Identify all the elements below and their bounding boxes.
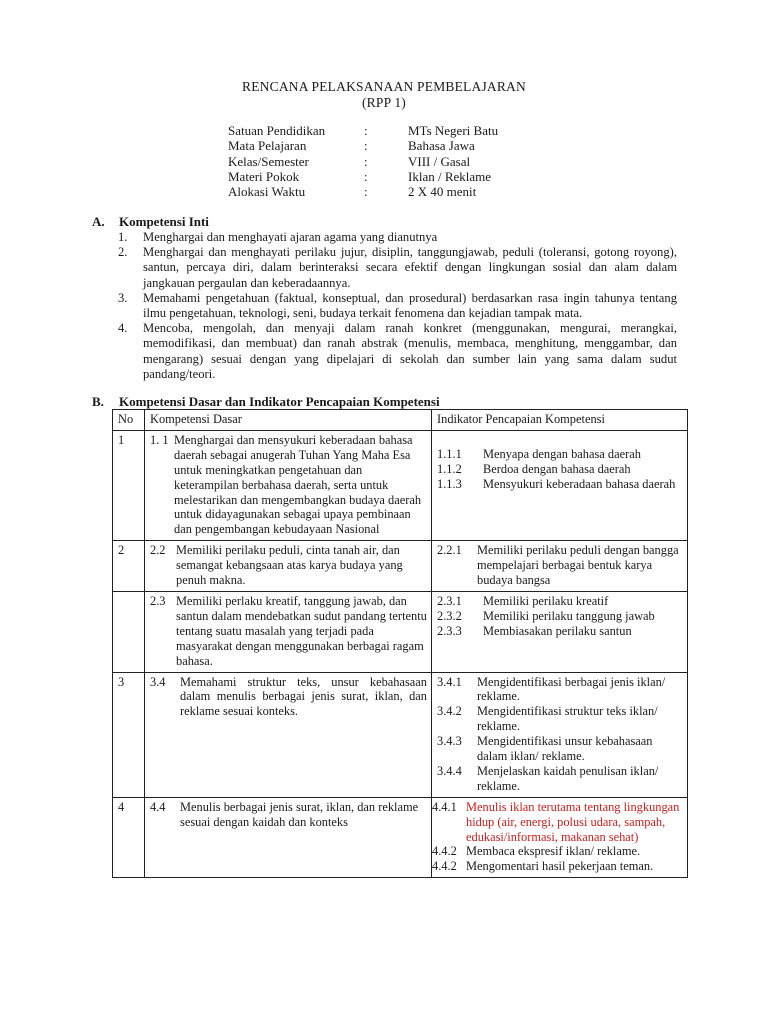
list-text: Mencoba, mengolah, dan menyaji dalam ranah konkret (menggunakan, mengurai, merangkai, memodifikasi, dan membuat) dan ranah abstrak (menulis, membaca, menghitung, menggambar, dan mengarang) sesuai dengan yang dipelajari di sekolah dan sumber lain yang sama dalam sudut pandang/teori. (143, 321, 677, 381)
list-number: 1. (118, 230, 128, 244)
indicator-text: Mengidentifikasi berbagai jenis iklan/ reklame. (477, 674, 666, 704)
section-b-heading (92, 394, 440, 410)
indicator-text: Berdoa dengan bahasa daerah (483, 461, 631, 476)
list-number: 4. (118, 321, 128, 336)
header-indikator: Indikator Pencapaian Kompetensi (432, 410, 688, 431)
indicator-item (437, 594, 683, 609)
list-number: 2. (118, 245, 128, 260)
indicator-item (437, 764, 683, 794)
indicator-text: Mensyukuri keberadaan bahasa daerah (483, 476, 676, 491)
indicator-number: 3.4.3 (437, 734, 462, 749)
table-row (113, 591, 688, 672)
kd-number: 2.3 (150, 593, 166, 608)
indicator-item (437, 624, 683, 639)
indicator-text: Memiliki perilaku peduli dengan bangga mempelajari berbagai bentuk karya budaya bangsa (477, 543, 679, 588)
indicator-item (437, 734, 683, 764)
list-text: Menghargai dan menghayati ajaran agama yang dianutnya (143, 230, 438, 244)
info-separator: : (364, 138, 368, 154)
table-row (113, 797, 688, 878)
indicator-number: 1.1.3 (437, 476, 462, 491)
info-value: 2 X 40 menit (408, 184, 477, 200)
indicator-number: 4.4.2 (432, 844, 457, 859)
info-value: MTs Negeri Batu (408, 123, 499, 138)
kd-cell (145, 541, 432, 592)
indicator-item (437, 477, 683, 492)
indicator-number: 2.3.3 (437, 623, 462, 638)
table-header-row (113, 410, 688, 431)
header-no: No (113, 410, 145, 431)
indicator-text: Menjelaskan kaidah penulisan iklan/ reklame. (477, 763, 659, 793)
indicator-text: Membiasakan perilaku santun (483, 623, 632, 638)
info-row (228, 184, 498, 199)
kd-number: 2.2 (150, 543, 166, 558)
section-a-heading (92, 214, 209, 230)
list-item (118, 245, 677, 291)
indicator-item (437, 704, 683, 734)
indicator-text: Mengidentifikasi unsur kebahasaan dalam iklan/ reklame. (477, 734, 653, 764)
indicator-item (432, 800, 683, 845)
indicator-text: Menyapa dengan bahasa daerah (483, 446, 641, 461)
row-no: 4 (113, 797, 145, 878)
info-label: Satuan Pendidikan (228, 123, 326, 138)
indicator-number: 2.3.2 (437, 608, 462, 623)
kd-number: 3.4 (150, 674, 166, 689)
section-letter: B. (92, 394, 104, 409)
indicator-cell (432, 591, 688, 672)
info-label: Mata Pelajaran (228, 138, 307, 154)
indicator-number: 3.4.1 (437, 674, 462, 689)
document-title: RENCANA PELAKSANAAN PEMBELAJARAN (242, 79, 526, 94)
indicator-text: Mengidentifikasi struktur teks iklan/ reklame. (477, 704, 658, 734)
indicator-number: 3.4.2 (437, 704, 462, 719)
row-no: 1 (113, 430, 145, 540)
row-no (113, 591, 145, 672)
list-item (118, 321, 677, 382)
header-kd: Kompetensi Dasar (145, 410, 432, 431)
info-separator: : (364, 153, 368, 169)
list-item (118, 230, 677, 245)
table-row (113, 672, 688, 797)
indicator-number: 4.4.2 (432, 859, 457, 874)
kd-text: Memiliki perlaku kreatif, tanggung jawab, dan santun dalam mendebatkan sudut pandang tertentu tentang suatu masalah yang terjadi pada masyarakat dengan menggunakan berbagai ragam bahasa. (176, 593, 427, 668)
document-subtitle: (RPP 1) (361, 95, 407, 110)
indicator-cell (432, 541, 688, 592)
row-no: 2 (113, 541, 145, 592)
list-item (118, 291, 677, 321)
indicator-number: 2.2.1 (437, 543, 462, 558)
indicator-number: 3.4.4 (437, 763, 462, 778)
kd-cell (145, 672, 432, 797)
indicator-number: 1.1.1 (437, 446, 462, 461)
indicator-cell (432, 430, 688, 540)
info-label: Alokasi Waktu (228, 184, 306, 200)
info-separator: : (364, 184, 368, 200)
info-label: Materi Pokok (228, 168, 300, 184)
info-row (228, 123, 498, 138)
indicator-item (437, 447, 683, 462)
indicator-item (437, 462, 683, 477)
info-block (228, 123, 498, 199)
info-separator: : (364, 168, 368, 184)
section-letter: A. (92, 214, 105, 229)
kd-text: Memahami struktur teks, unsur kebahasaan dalam menulis berbagai jenis surat, iklan, dan reklame sesuai konteks. (180, 674, 427, 719)
indicator-item (437, 609, 683, 624)
kd-text: Menghargai dan mensyukuri keberadaan bahasa daerah sebagai anugerah Tuhan Yang Maha Esa untuk meningkatkan pengetahuan dan keterampilan berbahasa daerah, serta untuk melestarikan dan mengembangkan budaya daerah untuk didayagunakan sebagai upaya pembinaan dan pengembangan kebudayaan Nasional (174, 432, 422, 537)
info-row (228, 138, 498, 153)
kompetensi-inti-list (118, 230, 677, 382)
kd-text: Memiliki perilaku peduli, cinta tanah air, dan semangat kebangsaan atas karya budaya yang penuh makna. (176, 543, 403, 588)
kd-text: Menulis berbagai jenis surat, iklan, dan reklame sesuai dengan kaidah dan konteks (180, 799, 419, 829)
indicator-item (437, 543, 683, 588)
table-row (113, 541, 688, 592)
indicator-item (432, 859, 683, 874)
section-title: Kompetensi Inti (119, 214, 209, 229)
indicator-text: Memiliki perilaku tanggung jawab (483, 608, 655, 623)
list-text: Memahami pengetahuan (faktual, konseptual, dan prosedural) berdasarkan rasa ingin tahunya tentang ilmu pengetahuan, teknologi, seni, budaya terkait fenomena dan kejadian tampak mata. (143, 290, 677, 321)
indicator-cell (432, 797, 688, 878)
list-number: 3. (118, 290, 128, 305)
indicator-text: Membaca ekspresif iklan/ reklame. (466, 844, 641, 859)
info-value: Bahasa Jawa (408, 138, 475, 154)
competency-table (112, 409, 688, 878)
row-no: 3 (113, 672, 145, 797)
list-text: Menghargai dan menghayati perilaku jujur, disiplin, tanggungjawab, peduli (toleransi, gotong royong), santun, percaya diri, dalam berinteraksi secara efektif dengan lingkungan sosial dan alam dalam jangkauan pergaulan dan keberadaannya. (143, 245, 677, 290)
indicator-number: 2.3.1 (437, 593, 462, 608)
kd-number: 4.4 (150, 799, 166, 814)
kd-cell (145, 430, 432, 540)
info-value: VIII / Gasal (408, 153, 471, 169)
kd-cell (145, 797, 432, 878)
info-row (228, 154, 498, 169)
indicator-text: Memiliki perilaku kreatif (483, 593, 609, 608)
kd-number: 1. 1 (150, 432, 169, 447)
info-value: Iklan / Reklame (408, 168, 492, 184)
indicator-number: 1.1.2 (437, 461, 462, 476)
info-separator: : (364, 123, 368, 138)
kd-cell (145, 591, 432, 672)
indicator-number: 4.4.1 (432, 799, 457, 814)
indicator-cell (432, 672, 688, 797)
indicator-item (437, 675, 683, 705)
indicator-text: Mengomentari hasil pekerjaan teman. (466, 859, 654, 874)
indicator-text-highlighted: Menulis iklan terutama tentang lingkungan hidup (air, energi, polusi udara, sampah, edukasi/informasi, makanan sehat) (466, 799, 680, 844)
info-label: Kelas/Semester (228, 153, 309, 169)
indicator-item (432, 844, 683, 859)
table-row (113, 430, 688, 540)
info-row (228, 169, 498, 184)
section-title: Kompetensi Dasar dan Indikator Pencapaian Kompetensi (119, 394, 440, 409)
